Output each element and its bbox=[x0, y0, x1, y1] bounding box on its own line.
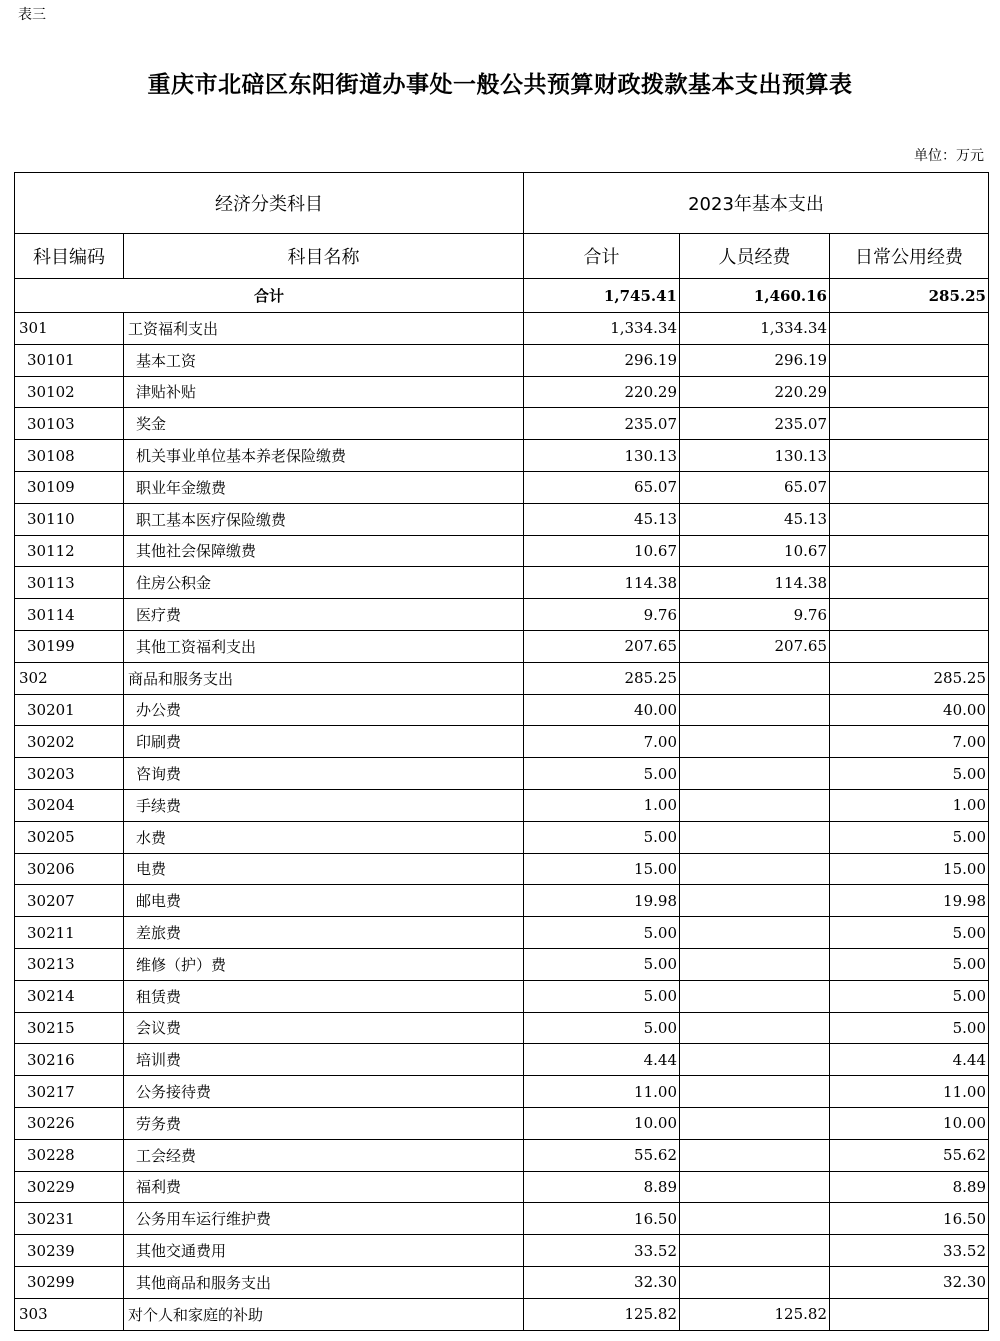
subject-name: 租赁费 bbox=[124, 980, 524, 1012]
table-row bbox=[15, 885, 989, 917]
subject-code: 30206 bbox=[15, 853, 124, 885]
row-personnel: 207.65 bbox=[680, 630, 830, 662]
row-total: 125.82 bbox=[524, 1298, 680, 1330]
row-personnel bbox=[680, 821, 830, 853]
table-row bbox=[15, 408, 989, 440]
row-total: 285.25 bbox=[524, 662, 680, 694]
table-row bbox=[15, 1235, 989, 1267]
row-public bbox=[830, 503, 989, 535]
row-public bbox=[830, 440, 989, 472]
header-subject-code: 科目编码 bbox=[15, 234, 124, 279]
row-total: 40.00 bbox=[524, 694, 680, 726]
row-public: 55.62 bbox=[830, 1139, 989, 1171]
table-row bbox=[15, 1076, 989, 1108]
table-row bbox=[15, 726, 989, 758]
subject-name: 其他商品和服务支出 bbox=[124, 1266, 524, 1298]
row-public: 16.50 bbox=[830, 1203, 989, 1235]
row-personnel: 296.19 bbox=[680, 344, 830, 376]
row-total: 33.52 bbox=[524, 1235, 680, 1267]
table-row bbox=[15, 948, 989, 980]
row-personnel: 220.29 bbox=[680, 376, 830, 408]
row-personnel bbox=[680, 853, 830, 885]
subject-name: 奖金 bbox=[124, 408, 524, 440]
row-total: 5.00 bbox=[524, 1012, 680, 1044]
subject-name: 差旅费 bbox=[124, 917, 524, 949]
row-total: 15.00 bbox=[524, 853, 680, 885]
row-total: 8.89 bbox=[524, 1171, 680, 1203]
row-public bbox=[830, 567, 989, 599]
row-public bbox=[830, 408, 989, 440]
table-row bbox=[15, 1139, 989, 1171]
row-public: 8.89 bbox=[830, 1171, 989, 1203]
row-total: 7.00 bbox=[524, 726, 680, 758]
row-personnel bbox=[680, 726, 830, 758]
subject-code: 30203 bbox=[15, 758, 124, 790]
row-public: 33.52 bbox=[830, 1235, 989, 1267]
subject-code: 30112 bbox=[15, 535, 124, 567]
subject-code: 30101 bbox=[15, 344, 124, 376]
subject-code: 30109 bbox=[15, 471, 124, 503]
table-row bbox=[15, 630, 989, 662]
subject-name: 手续费 bbox=[124, 789, 524, 821]
row-public: 1.00 bbox=[830, 789, 989, 821]
row-personnel bbox=[680, 917, 830, 949]
subject-code: 30110 bbox=[15, 503, 124, 535]
row-public: 5.00 bbox=[830, 1012, 989, 1044]
header-row-group bbox=[15, 173, 989, 234]
row-personnel bbox=[680, 1203, 830, 1235]
subject-name: 职工基本医疗保险缴费 bbox=[124, 503, 524, 535]
subject-code: 301 bbox=[15, 313, 124, 345]
row-public bbox=[830, 471, 989, 503]
row-public: 4.44 bbox=[830, 1044, 989, 1076]
subject-code: 30199 bbox=[15, 630, 124, 662]
subject-code: 30205 bbox=[15, 821, 124, 853]
row-personnel: 1,334.34 bbox=[680, 313, 830, 345]
row-personnel: 45.13 bbox=[680, 503, 830, 535]
total-personnel: 1,460.16 bbox=[680, 279, 830, 313]
subject-code: 30211 bbox=[15, 917, 124, 949]
subject-code: 30103 bbox=[15, 408, 124, 440]
row-public: 5.00 bbox=[830, 948, 989, 980]
row-total: 55.62 bbox=[524, 1139, 680, 1171]
row-public bbox=[830, 535, 989, 567]
subject-code: 30228 bbox=[15, 1139, 124, 1171]
row-personnel bbox=[680, 1139, 830, 1171]
unit-label: 单位：万元 bbox=[914, 148, 984, 164]
subject-name: 工会经费 bbox=[124, 1139, 524, 1171]
subject-name: 其他社会保障缴费 bbox=[124, 535, 524, 567]
row-personnel: 9.76 bbox=[680, 599, 830, 631]
row-total: 10.67 bbox=[524, 535, 680, 567]
subject-name: 工资福利支出 bbox=[124, 313, 524, 345]
subject-code: 30217 bbox=[15, 1076, 124, 1108]
subject-name: 咨询费 bbox=[124, 758, 524, 790]
subject-code: 30239 bbox=[15, 1235, 124, 1267]
subject-name: 培训费 bbox=[124, 1044, 524, 1076]
subject-name: 会议费 bbox=[124, 1012, 524, 1044]
table-row bbox=[15, 694, 989, 726]
row-public: 285.25 bbox=[830, 662, 989, 694]
table-row bbox=[15, 1298, 989, 1330]
table-row bbox=[15, 503, 989, 535]
row-personnel bbox=[680, 1044, 830, 1076]
subject-code: 30201 bbox=[15, 694, 124, 726]
table-row bbox=[15, 917, 989, 949]
row-public: 11.00 bbox=[830, 1076, 989, 1108]
subject-name: 其他工资福利支出 bbox=[124, 630, 524, 662]
subject-name: 印刷费 bbox=[124, 726, 524, 758]
subject-name: 福利费 bbox=[124, 1171, 524, 1203]
row-personnel bbox=[680, 1266, 830, 1298]
row-public: 15.00 bbox=[830, 853, 989, 885]
row-personnel bbox=[680, 1171, 830, 1203]
row-total: 5.00 bbox=[524, 917, 680, 949]
header-total: 合计 bbox=[524, 234, 680, 279]
subject-name: 住房公积金 bbox=[124, 567, 524, 599]
subject-code: 30215 bbox=[15, 1012, 124, 1044]
subject-code: 30213 bbox=[15, 948, 124, 980]
row-personnel bbox=[680, 1012, 830, 1044]
subject-code: 30102 bbox=[15, 376, 124, 408]
row-public bbox=[830, 313, 989, 345]
row-personnel bbox=[680, 1235, 830, 1267]
header-subject-name: 科目名称 bbox=[124, 234, 524, 279]
subject-code: 30108 bbox=[15, 440, 124, 472]
table-row bbox=[15, 758, 989, 790]
header-public-expense: 日常公用经费 bbox=[830, 234, 989, 279]
subject-name: 医疗费 bbox=[124, 599, 524, 631]
row-personnel bbox=[680, 948, 830, 980]
table-row bbox=[15, 1044, 989, 1076]
row-personnel bbox=[680, 1076, 830, 1108]
row-personnel bbox=[680, 1107, 830, 1139]
subject-name: 邮电费 bbox=[124, 885, 524, 917]
table-row bbox=[15, 980, 989, 1012]
row-total: 1,334.34 bbox=[524, 313, 680, 345]
row-total: 1.00 bbox=[524, 789, 680, 821]
row-total: 4.44 bbox=[524, 1044, 680, 1076]
subject-name: 公务用车运行维护费 bbox=[124, 1203, 524, 1235]
row-total: 9.76 bbox=[524, 599, 680, 631]
table-row bbox=[15, 1171, 989, 1203]
row-public: 32.30 bbox=[830, 1266, 989, 1298]
header-personnel-expense: 人员经费 bbox=[680, 234, 830, 279]
subject-code: 30214 bbox=[15, 980, 124, 1012]
subject-name: 公务接待费 bbox=[124, 1076, 524, 1108]
table-row bbox=[15, 599, 989, 631]
table-row bbox=[15, 1107, 989, 1139]
row-total: 5.00 bbox=[524, 980, 680, 1012]
row-public bbox=[830, 344, 989, 376]
row-personnel bbox=[680, 758, 830, 790]
row-public: 5.00 bbox=[830, 917, 989, 949]
row-public bbox=[830, 599, 989, 631]
header-basic-expenditure-2023: 2023年基本支出 bbox=[524, 173, 989, 234]
subject-code: 30207 bbox=[15, 885, 124, 917]
subject-code: 30114 bbox=[15, 599, 124, 631]
row-public: 19.98 bbox=[830, 885, 989, 917]
subject-name: 电费 bbox=[124, 853, 524, 885]
row-personnel: 130.13 bbox=[680, 440, 830, 472]
subject-name: 机关事业单位基本养老保险缴费 bbox=[124, 440, 524, 472]
subject-code: 302 bbox=[15, 662, 124, 694]
subject-name: 维修（护）费 bbox=[124, 948, 524, 980]
row-personnel bbox=[680, 662, 830, 694]
row-total: 235.07 bbox=[524, 408, 680, 440]
budget-table bbox=[14, 172, 989, 1331]
table-row bbox=[15, 1012, 989, 1044]
row-personnel bbox=[680, 789, 830, 821]
row-public bbox=[830, 1298, 989, 1330]
subject-name: 劳务费 bbox=[124, 1107, 524, 1139]
row-total: 296.19 bbox=[524, 344, 680, 376]
row-personnel bbox=[680, 885, 830, 917]
row-total: 65.07 bbox=[524, 471, 680, 503]
header-row-columns bbox=[15, 234, 989, 279]
page-title: 重庆市北碚区东阳街道办事处一般公共预算财政拨款基本支出预算表 bbox=[147, 71, 853, 98]
subject-name: 对个人和家庭的补助 bbox=[124, 1298, 524, 1330]
total-amount: 1,745.41 bbox=[524, 279, 680, 313]
subject-name: 办公费 bbox=[124, 694, 524, 726]
table-row bbox=[15, 471, 989, 503]
table-row bbox=[15, 376, 989, 408]
table-row bbox=[15, 440, 989, 472]
subject-name: 津贴补贴 bbox=[124, 376, 524, 408]
subject-code: 30299 bbox=[15, 1266, 124, 1298]
row-total: 45.13 bbox=[524, 503, 680, 535]
row-personnel bbox=[680, 980, 830, 1012]
total-label: 合计 bbox=[15, 279, 524, 313]
row-public: 5.00 bbox=[830, 980, 989, 1012]
row-public bbox=[830, 376, 989, 408]
row-total: 16.50 bbox=[524, 1203, 680, 1235]
row-public: 5.00 bbox=[830, 758, 989, 790]
subject-name: 商品和服务支出 bbox=[124, 662, 524, 694]
table-row bbox=[15, 313, 989, 345]
subject-code: 30204 bbox=[15, 789, 124, 821]
table-row bbox=[15, 853, 989, 885]
table-row bbox=[15, 662, 989, 694]
row-total: 5.00 bbox=[524, 758, 680, 790]
header-economic-classification: 经济分类科目 bbox=[15, 173, 524, 234]
subject-code: 303 bbox=[15, 1298, 124, 1330]
row-total: 207.65 bbox=[524, 630, 680, 662]
table-row bbox=[15, 1266, 989, 1298]
row-total: 130.13 bbox=[524, 440, 680, 472]
table-row bbox=[15, 789, 989, 821]
table-row bbox=[15, 535, 989, 567]
row-total: 11.00 bbox=[524, 1076, 680, 1108]
table-row bbox=[15, 567, 989, 599]
row-total: 114.38 bbox=[524, 567, 680, 599]
row-total: 32.30 bbox=[524, 1266, 680, 1298]
row-total: 5.00 bbox=[524, 821, 680, 853]
row-total: 10.00 bbox=[524, 1107, 680, 1139]
subject-code: 30231 bbox=[15, 1203, 124, 1235]
table-tag: 表三 bbox=[18, 7, 46, 23]
row-public bbox=[830, 630, 989, 662]
row-public: 10.00 bbox=[830, 1107, 989, 1139]
subject-name: 基本工资 bbox=[124, 344, 524, 376]
table-row bbox=[15, 821, 989, 853]
row-public: 40.00 bbox=[830, 694, 989, 726]
subject-code: 30226 bbox=[15, 1107, 124, 1139]
subject-name: 其他交通费用 bbox=[124, 1235, 524, 1267]
subject-name: 水费 bbox=[124, 821, 524, 853]
row-personnel: 65.07 bbox=[680, 471, 830, 503]
subject-code: 30113 bbox=[15, 567, 124, 599]
total-row bbox=[15, 279, 989, 313]
subject-code: 30216 bbox=[15, 1044, 124, 1076]
row-total: 220.29 bbox=[524, 376, 680, 408]
table-row bbox=[15, 1203, 989, 1235]
row-personnel: 10.67 bbox=[680, 535, 830, 567]
subject-code: 30202 bbox=[15, 726, 124, 758]
total-public: 285.25 bbox=[830, 279, 989, 313]
subject-code: 30229 bbox=[15, 1171, 124, 1203]
row-personnel: 125.82 bbox=[680, 1298, 830, 1330]
row-total: 19.98 bbox=[524, 885, 680, 917]
subject-name: 职业年金缴费 bbox=[124, 471, 524, 503]
row-personnel: 235.07 bbox=[680, 408, 830, 440]
row-public: 7.00 bbox=[830, 726, 989, 758]
row-personnel: 114.38 bbox=[680, 567, 830, 599]
row-public: 5.00 bbox=[830, 821, 989, 853]
row-personnel bbox=[680, 694, 830, 726]
row-total: 5.00 bbox=[524, 948, 680, 980]
table-row bbox=[15, 344, 989, 376]
